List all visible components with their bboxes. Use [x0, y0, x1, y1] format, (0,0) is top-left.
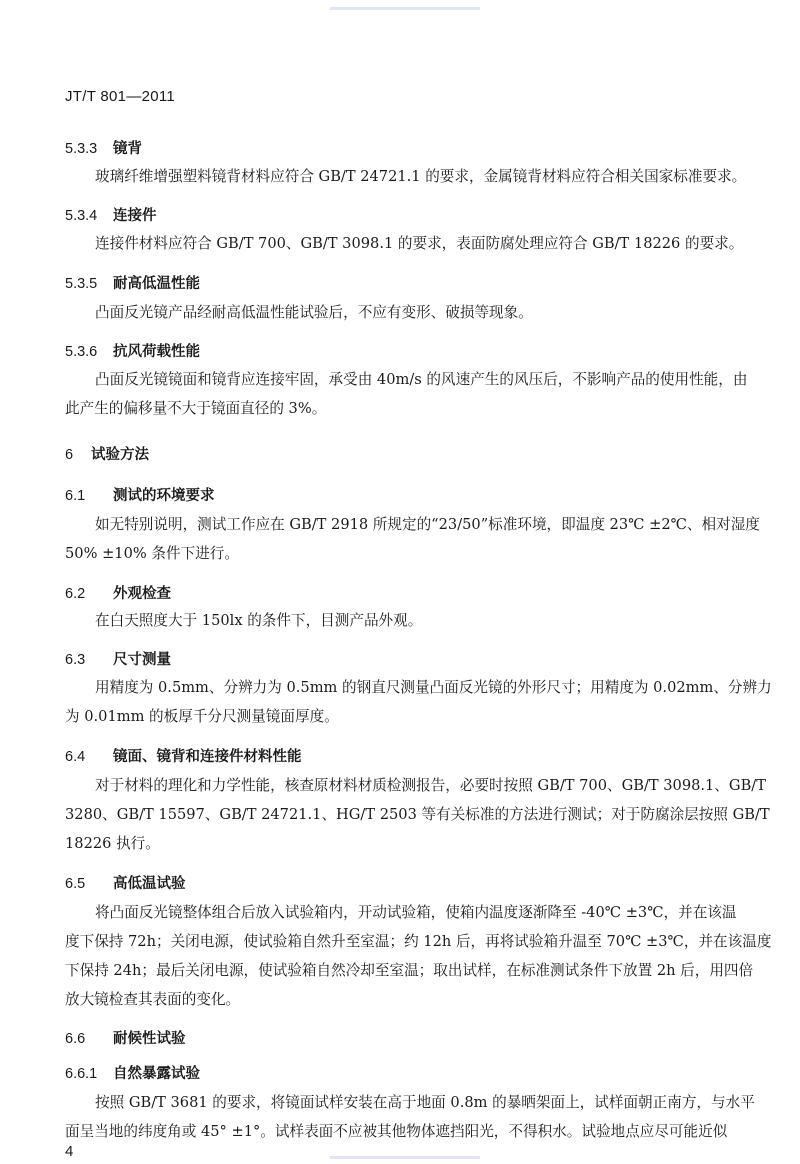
section-number: 5.3.5: [65, 276, 98, 292]
paragraph-line: 下保持 24h；最后关闭电源，使试验箱自然冷却至室温；取出试样，在标准测试条件下放置 2h 后，用四倍: [65, 962, 754, 979]
section-number: 5.3.6: [65, 344, 98, 360]
section-number: 5.3.4: [65, 208, 98, 224]
paragraph-line: 连接件材料应符合 GB/T 700、GB/T 3098.1 的要求，表面防腐处理应符合 GB/T 18226 的要求。: [95, 235, 744, 252]
section-number: 6.1: [65, 488, 86, 504]
section-title: 高低温试验: [113, 876, 186, 892]
section-heading: [65, 648, 745, 669]
watermark-top: [330, 7, 480, 10]
paragraph-line: 将凸面反光镜整体组合后放入试验箱内，开动试验箱，使箱内温度逐渐降至 -40℃ ±3℃，并在该温: [95, 904, 737, 921]
paragraph-line: 放大镜检查其表面的变化。: [65, 991, 241, 1008]
paragraph-line: 凸面反光镜产品经耐高低温性能试验后，不应有变形、破损等现象。: [95, 304, 533, 321]
section-title: 尺寸测量: [113, 652, 171, 668]
section-heading: [65, 484, 745, 505]
paragraph-line: 3280、GB/T 15597、GB/T 24721.1、HG/T 2503 等有关标准的方法进行测试；对于防腐涂层按照 GB/T: [65, 806, 770, 823]
section-title: 镜背: [113, 141, 142, 157]
section-heading: [65, 872, 745, 893]
section-title: 抗风荷载性能: [113, 344, 200, 360]
section-number: 6.3: [65, 652, 86, 668]
paragraph: [65, 606, 745, 635]
paragraph-line: 50% ±10% 条件下进行。: [65, 545, 239, 562]
paragraph-line: 玻璃纤维增强塑料镜背材料应符合 GB/T 24721.1 的要求，金属镜背材料应符合相关国家标准要求。: [95, 168, 747, 185]
section-title: 自然暴露试验: [113, 1066, 200, 1082]
paragraph-line: 用精度为 0.5mm、分辨力为 0.5mm 的钢直尺测量凸面反光镜的外形尺寸；用精度为 0.02mm、分辨力: [95, 679, 772, 696]
paragraph-line: 凸面反光镜镜面和镜背应连接牢固，承受由 40m/s 的风速产生的风压后，不影响产品的使用性能，由: [95, 371, 748, 388]
paragraph: [65, 1088, 755, 1146]
watermark-bottom: [330, 1156, 480, 1159]
section-heading: [65, 1062, 745, 1083]
paragraph-line: 面呈当地的纬度角或 45° ±1°。试样表面不应被其他物体遮挡阳光，不得积水。试验地点应尽可能近似: [65, 1123, 728, 1140]
section-number: 5.3.3: [65, 141, 98, 157]
section-title: 耐高低温性能: [113, 276, 200, 292]
section-title: 测试的环境要求: [113, 488, 215, 504]
section-heading: [65, 582, 745, 603]
section-title: 连接件: [113, 208, 157, 224]
section-heading: [65, 204, 745, 225]
paragraph-line: 此产生的偏移量不大于镜面直径的 3%。: [65, 400, 327, 417]
section-number: 6.6: [65, 1031, 86, 1047]
paragraph: [65, 229, 745, 258]
section-title: 试验方法: [91, 447, 149, 463]
paragraph-line: 度下保持 72h；关闭电源，使试验箱自然升至室温；约 12h 后，再将试验箱升温至 70℃ ±3℃，并在该温度: [65, 933, 772, 950]
section-title: 耐候性试验: [113, 1031, 186, 1047]
paragraph: [65, 162, 745, 191]
paragraph-line: 在白天照度大于 150lx 的条件下，目测产品外观。: [95, 612, 423, 629]
page-number: 4: [65, 1143, 74, 1160]
paragraph-line: 18226 执行。: [65, 835, 160, 852]
paragraph: [65, 771, 770, 858]
section-heading: [65, 272, 745, 293]
section-number: 6.5: [65, 876, 86, 892]
paragraph-line: 对于材料的理化和力学性能，核查原材料材质检测报告，必要时按照 GB/T 700、GB/T 3098.1、GB/T: [95, 777, 766, 794]
section-heading: [65, 340, 745, 361]
section-number: 6.6.1: [65, 1066, 98, 1082]
paragraph-line: 如无特别说明，测试工作应在 GB/T 2918 所规定的“23/50”标准环境，即温度 23℃ ±2℃、相对湿度: [95, 516, 760, 533]
section-heading: [65, 443, 745, 464]
paragraph: [65, 510, 760, 568]
section-heading: [65, 745, 745, 766]
paragraph: [65, 898, 772, 1014]
section-number: 6.4: [65, 749, 86, 765]
section-title: 镜面、镜背和连接件材料性能: [113, 749, 302, 765]
document-header: JT/T 801—2011: [65, 88, 176, 105]
paragraph: [65, 298, 745, 327]
section-title: 外观检查: [113, 586, 171, 602]
paragraph-line: 按照 GB/T 3681 的要求，将镜面试样安装在高于地面 0.8m 的暴晒架面上，试样面朝正南方，与水平: [95, 1094, 755, 1111]
section-heading: [65, 137, 745, 158]
section-number: 6: [65, 447, 74, 463]
section-heading: [65, 1027, 745, 1048]
paragraph: [65, 673, 772, 731]
paragraph: [65, 365, 748, 423]
section-number: 6.2: [65, 586, 86, 602]
paragraph-line: 为 0.01mm 的板厚千分尺测量镜面厚度。: [65, 708, 339, 725]
